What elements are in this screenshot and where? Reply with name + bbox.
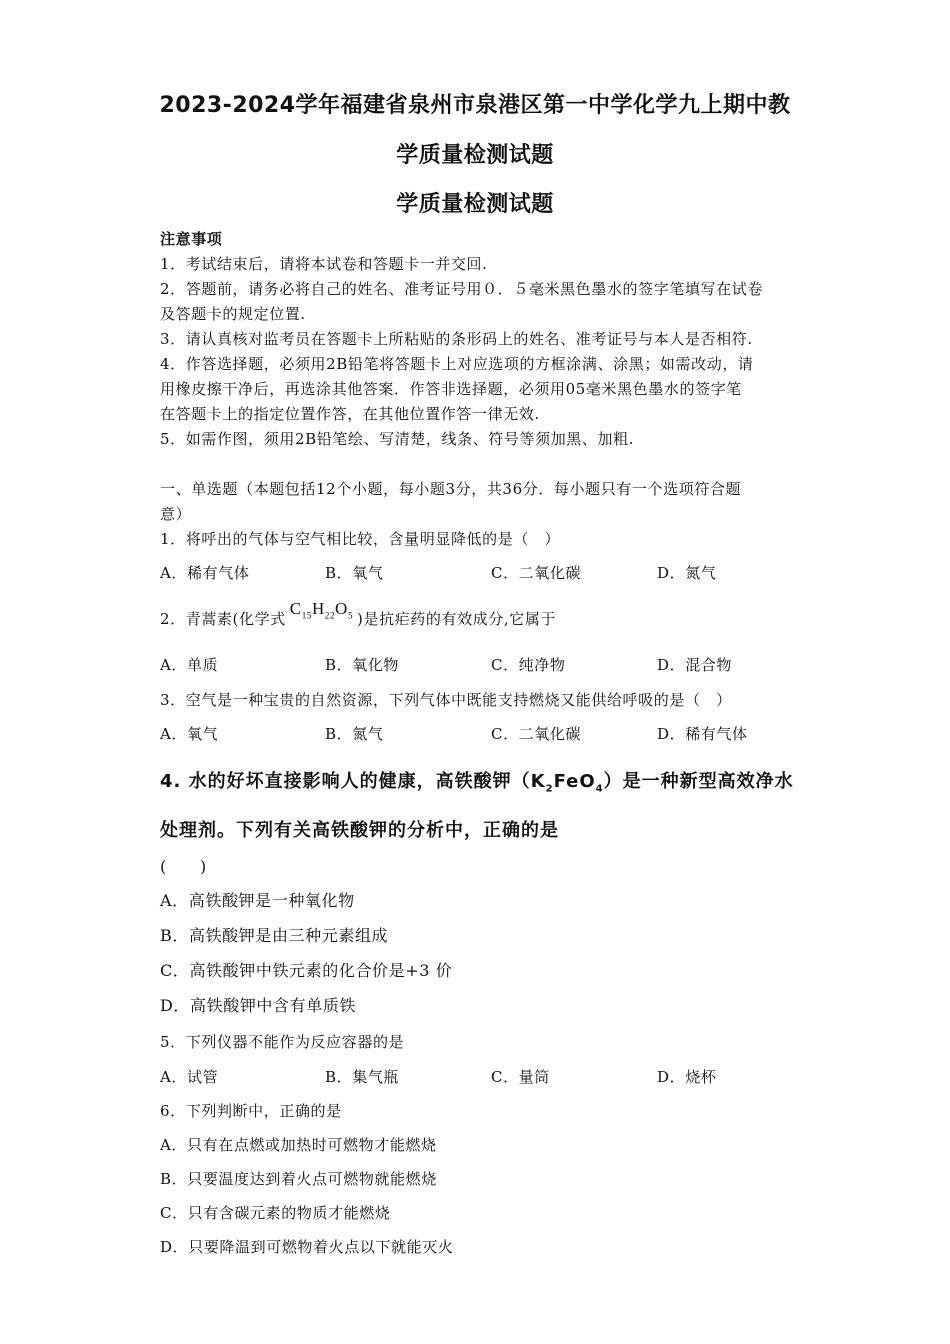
question-3-stem: 3．空气是一种宝贵的自然资源，下列气体中既能支持燃烧又能供给呼吸的是（ ） (160, 691, 732, 709)
q4-option-a: A．高铁酸钾是一种氧化物 (160, 891, 355, 910)
note-line: 3．请认真核对监考员在答题卡上所粘贴的条形码上的姓名、准考证号与本人是否相符. (160, 330, 753, 348)
q4-stem-prefix: 4. 水的好坏直接影响人的健康，高铁酸钾（ (160, 771, 531, 792)
q4-option-c: C．高铁酸钾中铁元素的化合价是+3 价 (160, 961, 453, 980)
q3-option-d: D．稀有气体 (657, 725, 748, 743)
potassium-ferrate-formula: $K_2FeO_4$ (530, 771, 604, 795)
question-1-stem: 1．将呼出的气体与空气相比较，含量明显降低的是（ ） (160, 530, 561, 548)
q5-option-b: B．集气瓶 (325, 1068, 400, 1086)
question-4-stem (160, 767, 794, 795)
page-title-line-1: 2023-2024学年福建省泉州市泉港区第一中学化学九上期中教 (159, 93, 791, 118)
q1-option-a: A．稀有气体 (160, 564, 250, 582)
q5-option-a: A．试管 (160, 1068, 219, 1086)
q5-option-c: C．量筒 (491, 1068, 550, 1086)
page-title-line-3: 学质量检测试题 (396, 192, 554, 217)
q2-option-d: D．混合物 (657, 656, 733, 674)
q4-option-d: D．高铁酸钾中含有单质铁 (160, 996, 357, 1015)
q2-stem-suffix: )是抗疟药的有效成分,它属于 (357, 610, 557, 628)
note-line: 2．答题前，请务必将自己的姓名、准考证号用０．５毫米黑色墨水的签字笔填写在试卷 (160, 280, 763, 298)
section-heading-line-1: 一、单选题（本题包括12个小题，每小题3分，共36分．每小题只有一个选项符合题 (160, 480, 742, 498)
note-line: 5．如需作图，须用2B铅笔绘、写清楚，线条、符号等须加黑、加粗. (160, 430, 635, 448)
q6-option-d: D．只要降温到可燃物着火点以下就能灭火 (160, 1238, 454, 1256)
q1-option-c: C．二氧化碳 (491, 564, 582, 582)
q6-option-b: B．只要温度达到着火点可燃物就能燃烧 (160, 1170, 437, 1188)
question-6-stem: 6．下列判断中，正确的是 (160, 1102, 342, 1120)
section-heading-line-2: 意） (160, 505, 192, 523)
note-line: 及答题卡的规定位置. (160, 305, 306, 323)
notes-heading: 注意事项 (160, 230, 223, 248)
question-5-stem: 5．下列仪器不能作为反应容器的是 (160, 1033, 405, 1051)
q2-option-b: B．氧化物 (325, 656, 400, 674)
q1-option-d: D．氮气 (657, 564, 717, 582)
q2-option-a: A．单质 (160, 656, 219, 674)
note-line: 1．考试结束后，请将本试卷和答题卡一并交回. (160, 255, 488, 273)
q5-option-d: D．烧杯 (657, 1068, 717, 1086)
q2-stem-prefix: 2．青蒿素(化学式 (160, 610, 286, 628)
q4-option-b: B．高铁酸钾是由三种元素组成 (160, 926, 389, 945)
question-4-stem-line-2: 处理剂。下列有关高铁酸钾的分析中，正确的是 (160, 820, 559, 841)
question-4-blank: ( ) (160, 857, 207, 876)
artemisinin-formula: $C_{15}H_{22}O_5$ (289, 599, 354, 621)
q2-option-c: C．纯净物 (491, 656, 566, 674)
q6-option-c: C．只有含碳元素的物质才能燃烧 (160, 1204, 391, 1222)
question-2-stem (160, 599, 557, 630)
q3-option-b: B．氮气 (325, 725, 384, 743)
note-line: 在答题卡上的指定位置作答，在其他位置作答一律无效. (160, 405, 540, 423)
q3-option-c: C．二氧化碳 (491, 725, 582, 743)
q1-option-b: B．氧气 (325, 564, 384, 582)
note-line: 用橡皮擦干净后，再选涂其他答案．作答非选择题，必须用05毫米黑色墨水的签字笔 (160, 380, 742, 398)
q4-stem-suffix: ）是一种新型高效净水 (603, 771, 794, 792)
q6-option-a: A．只有在点燃或加热时可燃物才能燃烧 (160, 1136, 437, 1154)
q3-option-a: A．氧气 (160, 725, 219, 743)
note-line: 4．作答选择题，必须用2B铅笔将答题卡上对应选项的方框涂满、涂黑；如需改动，请 (160, 355, 754, 373)
page-title-line-2: 学质量检测试题 (396, 143, 554, 168)
